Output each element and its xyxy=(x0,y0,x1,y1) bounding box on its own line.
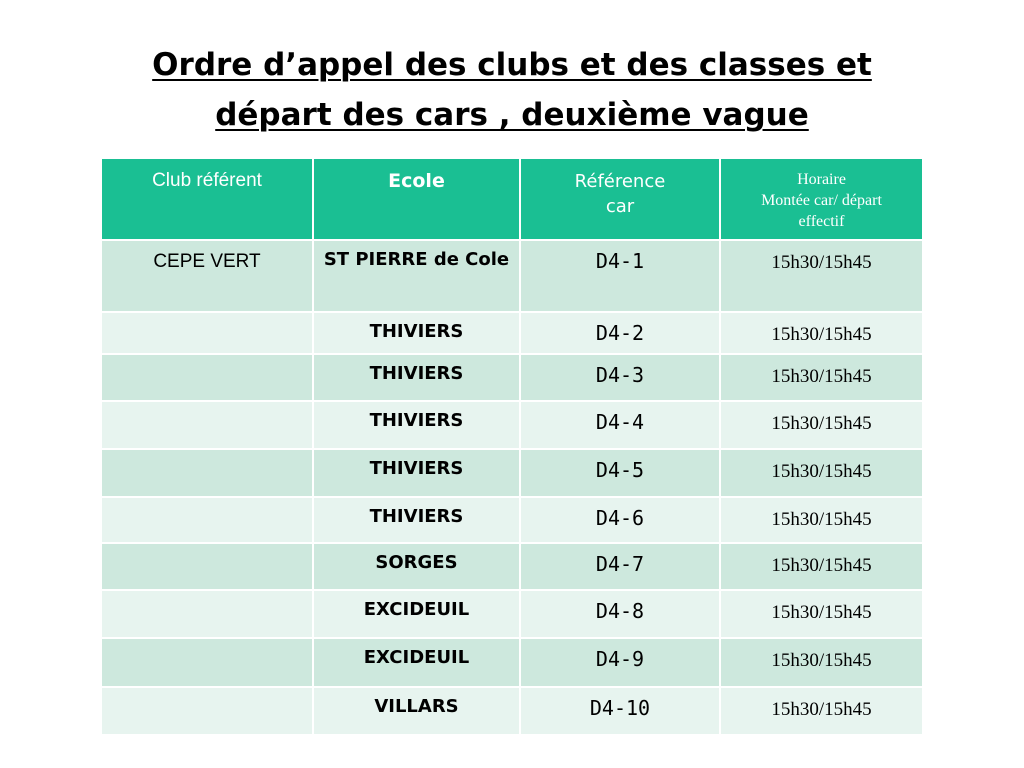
cell-horaire: 15h30/15h45 xyxy=(720,543,923,590)
page-title xyxy=(0,40,1024,140)
cell-horaire: 15h30/15h45 xyxy=(720,638,923,687)
cell-horaire: 15h30/15h45 xyxy=(720,590,923,638)
table-header-row xyxy=(101,158,923,240)
table-row xyxy=(101,590,923,638)
cell-ecole: THIVIERS xyxy=(313,449,520,497)
cell-reference: D4-10 xyxy=(520,687,720,735)
cell-ecole: THIVIERS xyxy=(313,312,520,354)
cell-ecole: VILLARS xyxy=(313,687,520,735)
cell-club xyxy=(101,312,313,354)
cell-reference: D4-3 xyxy=(520,354,720,401)
header-club: Club référent xyxy=(101,158,313,240)
cell-club xyxy=(101,449,313,497)
cell-ecole: SORGES xyxy=(313,543,520,590)
table-row xyxy=(101,354,923,401)
cell-club xyxy=(101,687,313,735)
cell-ecole: THIVIERS xyxy=(313,401,520,449)
title-line-1: Ordre d’appel des clubs et des classes et xyxy=(152,47,872,83)
departure-table xyxy=(100,157,924,736)
cell-reference: D4-1 xyxy=(520,240,720,312)
cell-horaire: 15h30/15h45 xyxy=(720,449,923,497)
cell-club xyxy=(101,354,313,401)
header-reference-line-2: car xyxy=(605,196,635,217)
header-horaire-line-2: Montée car/ départ xyxy=(761,192,882,209)
cell-ecole: EXCIDEUIL xyxy=(313,590,520,638)
table-row xyxy=(101,543,923,590)
cell-reference: D4-8 xyxy=(520,590,720,638)
cell-horaire: 15h30/15h45 xyxy=(720,240,923,312)
header-horaire-line-1: Horaire xyxy=(797,171,846,188)
cell-horaire: 15h30/15h45 xyxy=(720,354,923,401)
cell-club xyxy=(101,590,313,638)
header-ecole: Ecole xyxy=(313,158,520,240)
cell-club xyxy=(101,401,313,449)
cell-ecole: ST PIERRE de Cole xyxy=(313,240,520,312)
cell-club: CEPE VERT xyxy=(101,240,313,312)
cell-reference: D4-4 xyxy=(520,401,720,449)
table-row xyxy=(101,401,923,449)
header-reference xyxy=(520,158,720,240)
table-row xyxy=(101,638,923,687)
table-row xyxy=(101,687,923,735)
cell-ecole: THIVIERS xyxy=(313,497,520,543)
cell-reference: D4-6 xyxy=(520,497,720,543)
cell-club xyxy=(101,543,313,590)
cell-horaire: 15h30/15h45 xyxy=(720,401,923,449)
table-row xyxy=(101,497,923,543)
cell-ecole: THIVIERS xyxy=(313,354,520,401)
cell-club xyxy=(101,638,313,687)
cell-horaire: 15h30/15h45 xyxy=(720,497,923,543)
cell-reference: D4-5 xyxy=(520,449,720,497)
title-line-2: départ des cars , deuxième vague xyxy=(215,97,809,133)
cell-horaire: 15h30/15h45 xyxy=(720,312,923,354)
table-row xyxy=(101,240,923,312)
header-horaire xyxy=(720,158,923,240)
table-row xyxy=(101,312,923,354)
header-horaire-line-3: effectif xyxy=(798,213,845,230)
cell-ecole: EXCIDEUIL xyxy=(313,638,520,687)
header-reference-line-1: Référence xyxy=(574,171,666,192)
cell-reference: D4-7 xyxy=(520,543,720,590)
table-row xyxy=(101,449,923,497)
cell-club xyxy=(101,497,313,543)
cell-reference: D4-9 xyxy=(520,638,720,687)
cell-reference: D4-2 xyxy=(520,312,720,354)
cell-horaire: 15h30/15h45 xyxy=(720,687,923,735)
